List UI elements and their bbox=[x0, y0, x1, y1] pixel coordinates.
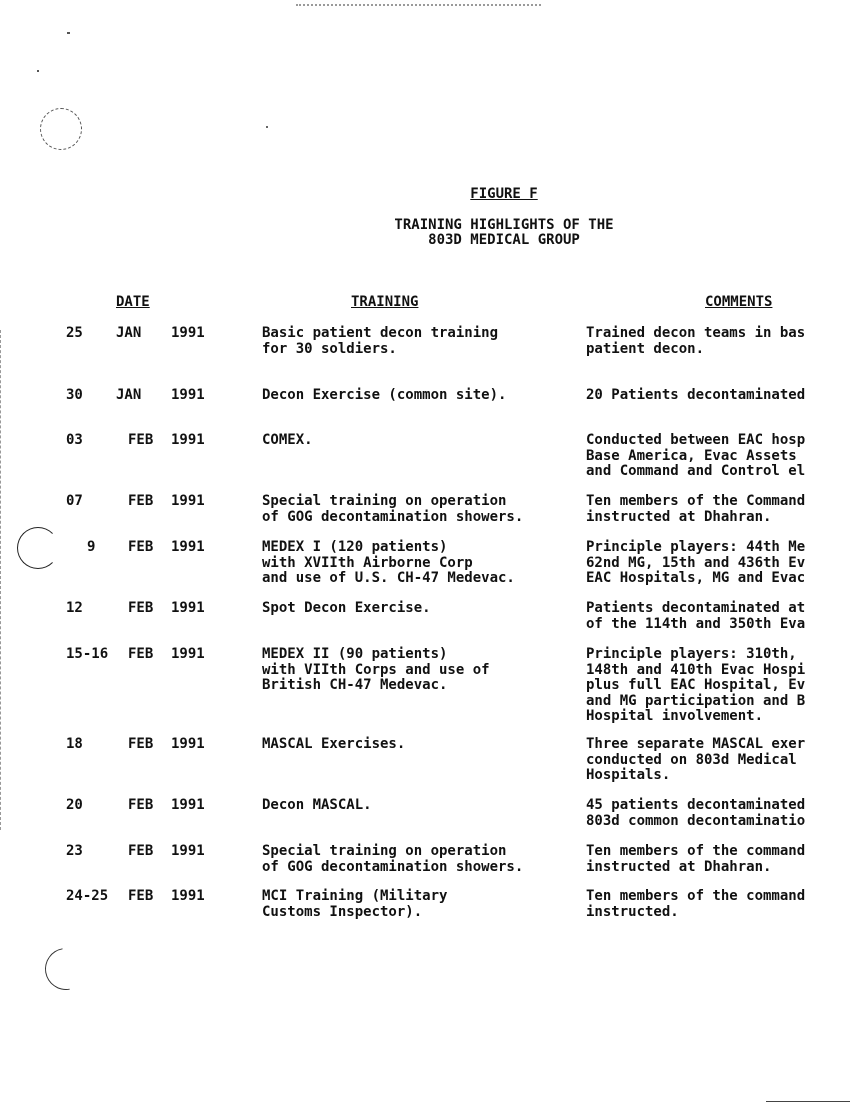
row-month: FEB bbox=[128, 493, 154, 509]
row-year: 1991 bbox=[171, 797, 205, 813]
row-comments: Principle players: 44th Me 62nd MG, 15th and 436th Ev EAC Hospitals, MG and Evac bbox=[586, 539, 806, 586]
heading-line-1: TRAINING HIGHLIGHTS OF THE bbox=[394, 217, 614, 233]
row-year: 1991 bbox=[171, 646, 205, 662]
row-month: FEB bbox=[128, 432, 154, 448]
row-day: 25 bbox=[66, 325, 83, 341]
row-training: Decon MASCAL. bbox=[262, 797, 372, 813]
row-day: 03 bbox=[66, 432, 83, 448]
row-month: FEB bbox=[128, 797, 154, 813]
row-training: MEDEX II (90 patients) with VIIth Corps and use of British CH-47 Medevac. bbox=[262, 646, 490, 693]
row-year: 1991 bbox=[171, 432, 205, 448]
heading-line-2: 803D MEDICAL GROUP bbox=[428, 232, 580, 248]
row-comments: 20 Patients decontaminated bbox=[586, 387, 806, 403]
punch-hole-mark bbox=[17, 527, 59, 569]
row-day: 23 bbox=[66, 843, 83, 859]
row-month: FEB bbox=[128, 646, 154, 662]
row-day: 20 bbox=[66, 797, 83, 813]
row-training: MCI Training (Military Customs Inspector). bbox=[262, 888, 448, 920]
left-edge-marks bbox=[0, 330, 3, 830]
row-training: MEDEX I (120 patients) with XVIIth Airborne Corp and use of U.S. CH-47 Medevac. bbox=[262, 539, 515, 586]
row-comments: Principle players: 310th, 148th and 410th Evac Hospi plus full EAC Hospital, Ev and MG participation and B Hospital involvement. bbox=[586, 646, 806, 724]
row-comments: Conducted between EAC hosp Base America, Evac Assets and Command and Control el bbox=[586, 432, 806, 479]
scan-speck bbox=[37, 70, 39, 72]
row-year: 1991 bbox=[171, 387, 205, 403]
figure-title: FIGURE F bbox=[470, 186, 538, 202]
scan-speck bbox=[266, 126, 268, 128]
row-comments: Ten members of the command instructed. bbox=[586, 888, 806, 920]
row-day: 24-25 bbox=[66, 888, 109, 904]
row-training: Special training on operation of GOG decontamination showers. bbox=[262, 843, 524, 875]
row-day: 30 bbox=[66, 387, 83, 403]
row-year: 1991 bbox=[171, 600, 205, 616]
row-training: Special training on operation of GOG decontamination showers. bbox=[262, 493, 524, 525]
row-comments: Ten members of the command instructed at Dhahran. bbox=[586, 843, 806, 875]
row-training: Spot Decon Exercise. bbox=[262, 600, 431, 616]
row-month: FEB bbox=[128, 600, 154, 616]
row-comments: Ten members of the Command instructed at Dhahran. bbox=[586, 493, 806, 525]
row-day: 18 bbox=[66, 736, 83, 752]
row-comments: Trained decon teams in bas patient decon. bbox=[586, 325, 806, 357]
row-month: FEB bbox=[128, 539, 154, 555]
row-training: COMEX. bbox=[262, 432, 313, 448]
row-year: 1991 bbox=[171, 843, 205, 859]
row-day: 15-16 bbox=[66, 646, 109, 662]
row-training: MASCAL Exercises. bbox=[262, 736, 406, 752]
scan-artifact-top bbox=[296, 4, 541, 8]
row-year: 1991 bbox=[171, 736, 205, 752]
row-comments: 45 patients decontaminated 803d common decontaminatio bbox=[586, 797, 806, 829]
row-training: Decon Exercise (common site). bbox=[262, 387, 507, 403]
scan-speck bbox=[67, 32, 70, 34]
row-month: FEB bbox=[128, 736, 154, 752]
row-month: JAN bbox=[116, 387, 142, 403]
column-header-comments: COMMENTS bbox=[705, 294, 773, 310]
row-comments: Patients decontaminated at of the 114th and 350th Eva bbox=[586, 600, 806, 632]
row-day: 07 bbox=[66, 493, 83, 509]
column-header-training: TRAINING bbox=[351, 294, 419, 310]
column-header-date: DATE bbox=[116, 294, 150, 310]
row-year: 1991 bbox=[171, 888, 205, 904]
punch-hole-mark bbox=[37, 940, 95, 998]
punch-hole-mark bbox=[40, 108, 82, 150]
row-year: 1991 bbox=[171, 493, 205, 509]
row-year: 1991 bbox=[171, 539, 205, 555]
row-day: 12 bbox=[66, 600, 83, 616]
page-edge-line bbox=[766, 1101, 850, 1102]
row-comments: Three separate MASCAL exer conducted on 803d Medical Hospitals. bbox=[586, 736, 806, 783]
row-month: FEB bbox=[128, 888, 154, 904]
row-month: JAN bbox=[116, 325, 142, 341]
row-year: 1991 bbox=[171, 325, 205, 341]
row-day: 9 bbox=[87, 539, 96, 555]
row-month: FEB bbox=[128, 843, 154, 859]
row-training: Basic patient decon training for 30 soldiers. bbox=[262, 325, 499, 357]
